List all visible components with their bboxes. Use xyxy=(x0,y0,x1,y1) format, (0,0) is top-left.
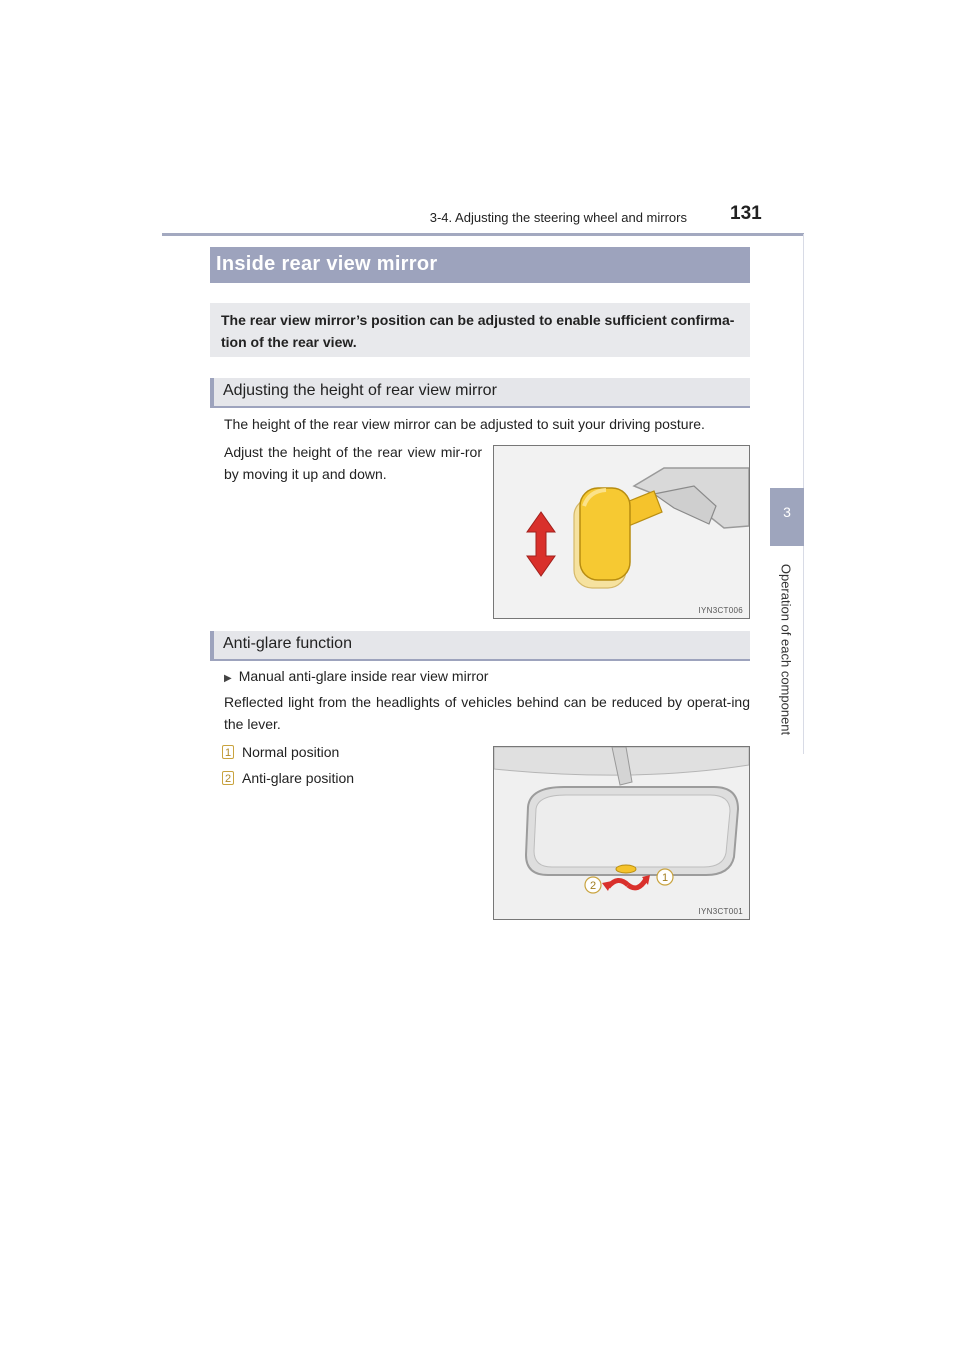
antiglare-illustration xyxy=(494,747,749,919)
callout-2: 2 xyxy=(589,880,597,892)
page-number: 131 xyxy=(730,203,762,224)
header-section-title: 3-4. Adjusting the steering wheel and mirrors xyxy=(429,210,687,225)
antiglare-figure xyxy=(493,746,750,920)
subheading-antiglare-label: Anti-glare function xyxy=(223,635,352,652)
figure-code: IYN3CT001 xyxy=(698,907,743,916)
item-number-badge: 1 xyxy=(222,745,234,759)
antiglare-paragraph: Reflected light from the headlights of vehicles behind can be reduced by operat-ing the lever. xyxy=(224,694,750,732)
chapter-label-text: Operation of each component xyxy=(778,563,794,736)
subheading-height xyxy=(210,378,750,406)
mirror-height-illustration xyxy=(494,446,749,618)
subheading-height-label: Adjusting the height of rear view mirror xyxy=(223,382,497,399)
intro-text: The rear view mirror’s position can be adjusted to enable sufficient confirma-tion of the rear view. xyxy=(221,312,735,350)
chapter-label xyxy=(778,556,794,746)
antiglare-bullet-text: Manual anti-glare inside rear view mirror xyxy=(238,668,489,684)
chapter-tab[interactable]: 3 xyxy=(770,488,804,546)
triangle-bullet-icon: ▶ xyxy=(224,673,232,684)
antiglare-bullet xyxy=(224,665,488,690)
item-label-antiglare: Anti-glare position xyxy=(242,770,355,786)
section-title: Inside rear view mirror xyxy=(216,253,438,275)
height-paragraph-1: The height of the rear view mirror can be adjusted to suit your driving posture. xyxy=(224,416,705,432)
subheading-antiglare xyxy=(210,631,750,659)
section-title-bar xyxy=(210,247,750,283)
item-number-badge: 2 xyxy=(222,771,234,785)
header-rule xyxy=(162,233,804,236)
mirror-height-figure xyxy=(493,445,750,619)
height-paragraph-2: Adjust the height of the rear view mir-ror by moving it up and down. xyxy=(224,444,482,482)
intro-box xyxy=(210,303,750,357)
item-label-normal: Normal position xyxy=(242,744,340,760)
figure-code: IYN3CT006 xyxy=(698,606,743,615)
callout-1: 1 xyxy=(661,872,669,884)
